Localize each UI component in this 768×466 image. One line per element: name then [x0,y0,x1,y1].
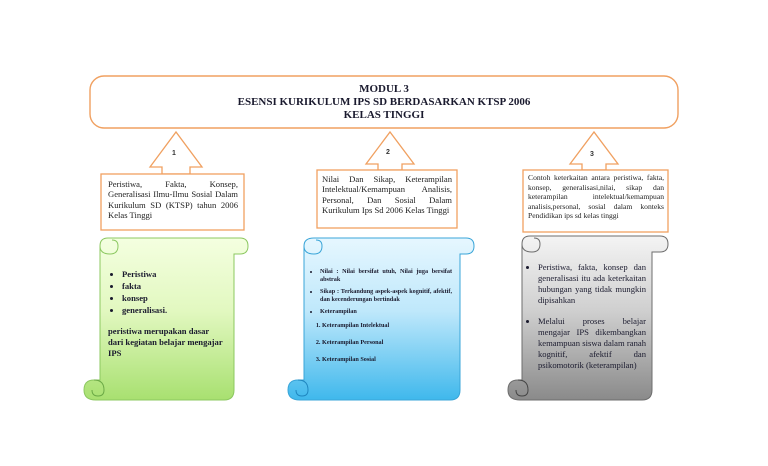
bullet-list-1 [108,268,226,316]
scroll-content-1 [108,268,226,359]
list-item: • fakta [122,280,226,292]
scroll-content-2 [310,268,452,373]
list-item: • generalisasi. [122,304,226,316]
list-item: • Keterampilan [320,308,452,316]
page-title [90,76,678,128]
topic-box-1: Peristiwa, Fakta, Konsep, Generalisasi Ilmu-Ilmu Sosial Dalam Kurikulum SD (KTSP) tahun 2006 Kelas Tinggi [108,179,238,221]
list-item: • Melalui proses belajar mengajar IPS dikembangkan kemampuan siswa dalam ranah kognitif, afektif dan psikomotorik (keterampilan) [538,316,646,371]
list-item: • Peristiwa [122,268,226,280]
list-item: • konsep [122,292,226,304]
numbered-list-2 [310,322,452,364]
list-item: 2. Keterampilan Personal [322,339,452,347]
list-item: • Sikap : Terkandung aspek-aspek kognitif, afektif, dan kecenderungan bertindak [320,288,452,304]
title-line-3: KELAS TINGGI [343,109,425,121]
arrow-number-2: 2 [386,149,390,156]
arrow-number-1: 1 [172,150,176,157]
title-line-2: ESENSI KURIKULUM IPS SD BERDASARKAN KTSP 2006 [237,96,531,108]
arrow-up-1 [150,132,202,174]
arrow-up-3 [570,132,618,170]
list-item: • Nilai : Nilai bersifat utuh, Nilai juga bersifat abstrak [320,268,452,284]
arrow-number-3: 3 [590,151,594,158]
arrow-up-2 [366,132,414,170]
scroll-paragraph-1: peristiwa merupakan dasar dari kegiatan belajar mengajar IPS [108,326,223,358]
bullet-list-2 [310,268,452,316]
scroll-content-3 [528,262,646,381]
topic-box-3: Contoh keterkaitan antara peristiwa, fakta, konsep, generalisasi,nilai, sikap dan keterampilan intelektual/kemampuan analisis,personal, sosial dalam konteks Pendidikan ips sd kelas tinggi [528,173,664,221]
list-item: 1. Keterampilan Intelektual [322,322,452,330]
list-item: • Peristiwa, fakta, konsep dan generalisasi itu ada keterkaitan hubungan yang tidak mungkin dipisahkan [538,262,646,306]
topic-box-2: Nilai Dan Sikap, Keterampilan Intelektual/Kemampuan Analisis, Personal, Dan Sosial Dalam Kurikulum Ips Sd 2006 Kelas Tinggi [322,174,452,216]
title-line-1: MODUL 3 [359,83,409,95]
bullet-list-3 [528,262,646,371]
list-item: 3. Keterampilan Sosial [322,356,452,364]
